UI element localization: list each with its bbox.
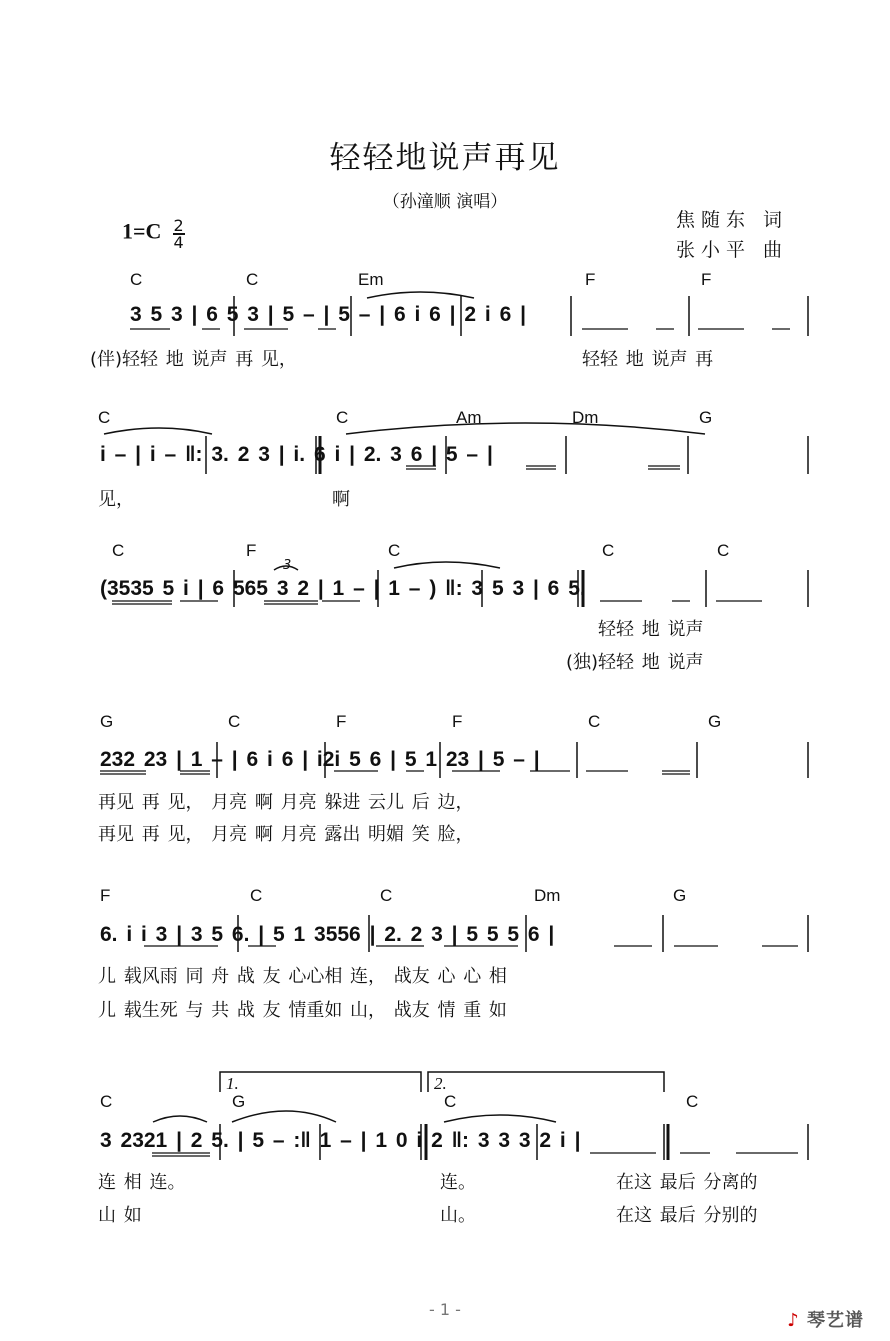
- lyric-line: 再见 再 见， 月亮 啊 月亮 躲进 云儿 后 边，: [98, 792, 474, 813]
- chord: C: [130, 270, 143, 289]
- triplet-mark: 3: [283, 558, 292, 573]
- chord: G: [708, 712, 722, 731]
- singer-credit: （孙潼顺 演唱）: [382, 192, 508, 212]
- chord: C: [98, 408, 111, 427]
- chord: C: [602, 541, 615, 560]
- lyric-line: 在这 最后 分离的: [616, 1172, 758, 1193]
- chord: F: [336, 712, 347, 731]
- lyric-line: 儿 载生死 与 共 战 友 情重如 山， 战友 情 重 如: [98, 1000, 507, 1021]
- chord: Am: [456, 408, 482, 427]
- chord: Dm: [534, 886, 561, 905]
- chord: F: [246, 541, 257, 560]
- chord: Em: [358, 270, 384, 289]
- lyric-line: 再见 再 见， 月亮 啊 月亮 露出 明媚 笑 脸，: [98, 824, 474, 845]
- chord: C: [246, 270, 259, 289]
- time-sig-numerator: 2: [173, 216, 184, 235]
- chord: F: [585, 270, 596, 289]
- chord: G: [100, 712, 114, 731]
- chord: Dm: [572, 408, 599, 427]
- chord: C: [444, 1092, 457, 1111]
- chord: C: [380, 886, 393, 905]
- chord: C: [100, 1092, 113, 1111]
- lyric-line: 在这 最后 分别的: [616, 1205, 758, 1226]
- lyric-line: 轻轻 地 说声 再: [582, 349, 714, 370]
- song-title: 轻轻地说声再见: [329, 140, 561, 176]
- volta-second-ending: 2.: [434, 1074, 447, 1093]
- chord: C: [112, 541, 125, 560]
- page-number: - 1 -: [429, 1300, 461, 1319]
- notation-line: i – | i – ‖: 3. 2 3 | i. 6 i | 2. 3 6 | 5 – |: [100, 443, 493, 466]
- lyric-line: 连 相 连。: [98, 1172, 186, 1193]
- notation-line: 3 2321 | 2 5. | 5 – :‖ 1 – | 1 0 i 2 ‖: 3 3 3 2 i |: [100, 1129, 581, 1152]
- lyric-line: (伴)轻轻 地 说声 再 见，: [90, 349, 297, 370]
- lyric-line: 见，: [98, 489, 134, 510]
- site-logo: [787, 1306, 864, 1332]
- key-label: 1=C: [122, 218, 162, 244]
- chord: G: [673, 886, 687, 905]
- chord: C: [336, 408, 349, 427]
- chord: G: [232, 1092, 246, 1111]
- volta-first-ending: 1.: [226, 1074, 239, 1093]
- lyric-line: 啊: [332, 489, 350, 510]
- logo-icon: ♪: [787, 1310, 800, 1331]
- lyric-line: 山。: [440, 1205, 476, 1226]
- lyricist-credit: 焦随东 词: [676, 209, 789, 231]
- chord: G: [699, 408, 713, 427]
- notation-line: (3535 5 i | 6 565 3 2 | 1 – | 1 – ) ‖: 3 5 3 | 6 5.: [100, 577, 586, 600]
- chord: F: [100, 886, 111, 905]
- lyric-line: 山 如: [98, 1205, 142, 1226]
- chord: C: [250, 886, 263, 905]
- lyric-line: (独)轻轻 地 说声: [566, 652, 704, 673]
- chord: C: [717, 541, 730, 560]
- chord: F: [701, 270, 712, 289]
- time-sig-denominator: 4: [173, 233, 184, 252]
- notation-line: 6. i i 3 | 3 5 6. | 5 1 3556 | 2. 2 3 | 5 5 5 6 |: [100, 923, 555, 946]
- chord: F: [452, 712, 463, 731]
- logo-text: 琴艺谱: [807, 1310, 864, 1331]
- chord: C: [228, 712, 241, 731]
- lyric-line: 连。: [440, 1172, 476, 1193]
- composer-credit: 张小平 曲: [676, 239, 789, 261]
- chord: C: [686, 1092, 699, 1111]
- chord: C: [588, 712, 601, 731]
- lyric-line: 儿 载风雨 同 舟 战 友 心心相 连， 战友 心 心 相: [98, 966, 507, 987]
- lyric-line: 轻轻 地 说声: [598, 619, 704, 640]
- chord: C: [388, 541, 401, 560]
- notation-line: 232 23 | 1 – | 6 i 6 | i2i 5 6 | 5 1 23 | 5 – |: [100, 748, 540, 771]
- notation-line: 3 5 3 | 6 5 3 | 5 – | 5 – | 6 i 6 | 2 i 6 |: [130, 303, 526, 326]
